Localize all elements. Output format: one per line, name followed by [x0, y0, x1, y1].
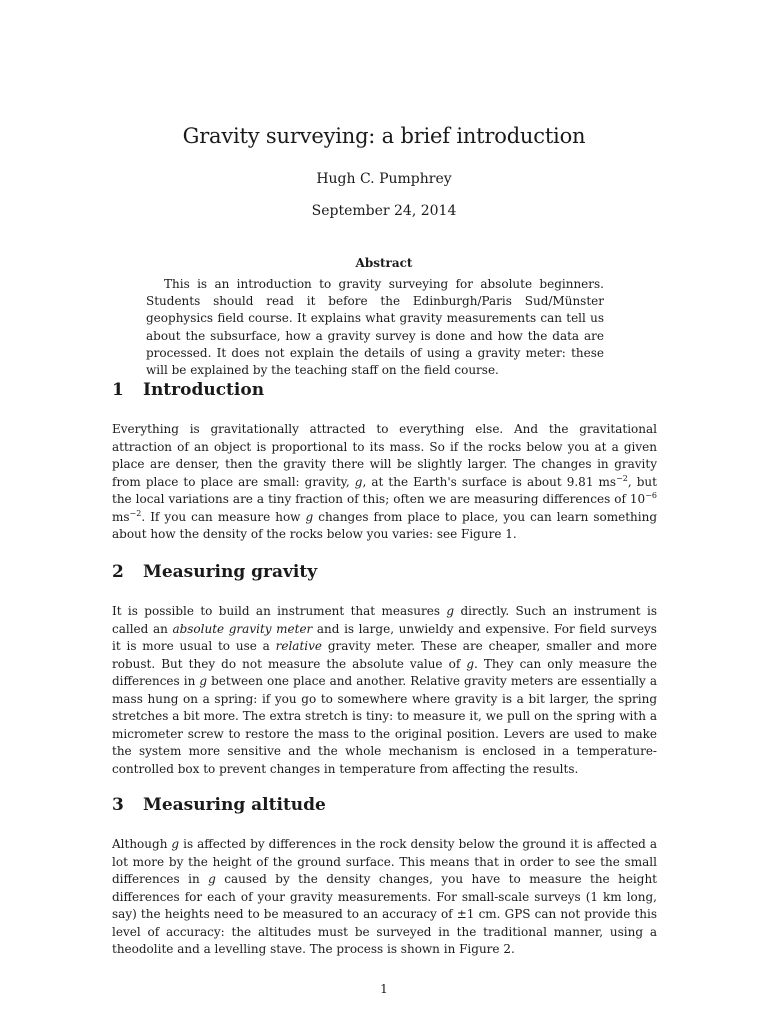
- section-title: Measuring altitude: [143, 795, 326, 815]
- emphasis: relative: [275, 639, 322, 653]
- text-run: and is large, unwieldy and expensive. For field surveys it is more usual to use a: [112, 621, 657, 653]
- superscript: −2: [616, 473, 628, 483]
- section-heading: [112, 380, 657, 400]
- text-run: between one place and another. Relative gravity meters are essentially a mass hung on a spring: if you go to somewhere where gravity is a bit larger, the spring stretches a bit more. The extra stretch is tiny: to measure it, we pull on the spring with a micrometer screw to restore the mass to the original position. Levers are used to make the system more sensitive and the whole mechanism is enclosed in a temperature-controlled box to prevent changes in temperature from affecting the results.: [112, 674, 657, 776]
- section-heading: [112, 562, 657, 582]
- superscript: −6: [645, 491, 657, 500]
- section-number: 3: [112, 795, 124, 815]
- text-run: , but the local variations are a tiny fraction of this; often we are measuring differences of 10: [112, 474, 657, 506]
- text-run: gravity meter. These are cheaper, smaller and more robust. But they do not measure the absolute value of: [112, 639, 657, 671]
- text-run: caused by the density changes, you have to measure the height differences for each of your gravity measurements. For small-scale surveys (1 km long, say) the heights need to be measured to an accuracy of ±1 cm. GPS can not provide this level of accuracy: the altitudes must be surveyed in the traditional manner, using a theodolite and a levelling stave. The process is shown in Figure 2.: [112, 872, 658, 956]
- text-run: . If you can measure how: [141, 509, 306, 524]
- section-heading: [112, 795, 657, 815]
- section-paragraph: [112, 421, 657, 544]
- section-title: Measuring gravity: [143, 562, 318, 582]
- section-number: 1: [112, 380, 124, 400]
- page-number: 1: [380, 982, 388, 996]
- section-introduction: [112, 380, 657, 544]
- author-name: Hugh C. Pumphrey: [316, 171, 452, 187]
- math-variable: g: [354, 474, 363, 489]
- section-paragraph: [112, 836, 657, 959]
- section-measuring-gravity: [112, 562, 657, 778]
- math-variable: g: [446, 604, 455, 618]
- text-run: ms: [112, 509, 130, 524]
- abstract-heading: Abstract: [355, 256, 413, 270]
- text-run: is affected by differences in the rock density below the ground it is affected a lot more by the height of the ground surface. This means that in order to see the small differences in: [112, 837, 657, 886]
- section-paragraph: [112, 603, 657, 778]
- math-variable: g: [466, 656, 475, 671]
- emphasis: absolute gravity meter: [172, 621, 313, 636]
- math-variable: g: [171, 837, 180, 851]
- text-run: changes from place to place, you can learn something about how the density of the rocks below you varies: see Figure 1.: [112, 509, 657, 541]
- text-run: directly. Such an instrument is called an: [112, 604, 657, 636]
- math-variable: g: [305, 509, 314, 524]
- section-number: 2: [112, 562, 124, 582]
- text-run: Although: [112, 837, 172, 851]
- publication-date: September 24, 2014: [311, 203, 457, 219]
- section-title: Introduction: [143, 380, 265, 400]
- math-variable: g: [199, 674, 208, 688]
- paper-title: Gravity surveying: a brief introduction: [182, 124, 586, 148]
- text-run: Everything is gravitationally attracted to everything else. And the gravitational attraction of an object is proportional to its mass. So if the rocks below you at a given place are denser, then the gravity there will be slightly larger. The changes in gravity from place to place are small: gravity,: [112, 422, 657, 489]
- superscript: −2: [129, 508, 142, 518]
- text-run: It is possible to build an instrument that measures: [112, 604, 447, 618]
- text-run: . They can only measure the differences in: [112, 656, 657, 688]
- text-run: , at the Earth's surface is about 9.81 ms: [362, 474, 617, 489]
- section-measuring-altitude: [112, 795, 657, 959]
- abstract-text: This is an introduction to gravity surveying for absolute beginners. Students should read it before the Edinburgh/Paris Sud/Münster geophysics field course. It explains what gravity measurements can tell us about the subsurface, how a gravity survey is done and how the data are processed. It does not explain the details of using a gravity meter: these will be explained by the teaching staff on the field course.: [146, 277, 604, 378]
- math-variable: g: [208, 872, 216, 886]
